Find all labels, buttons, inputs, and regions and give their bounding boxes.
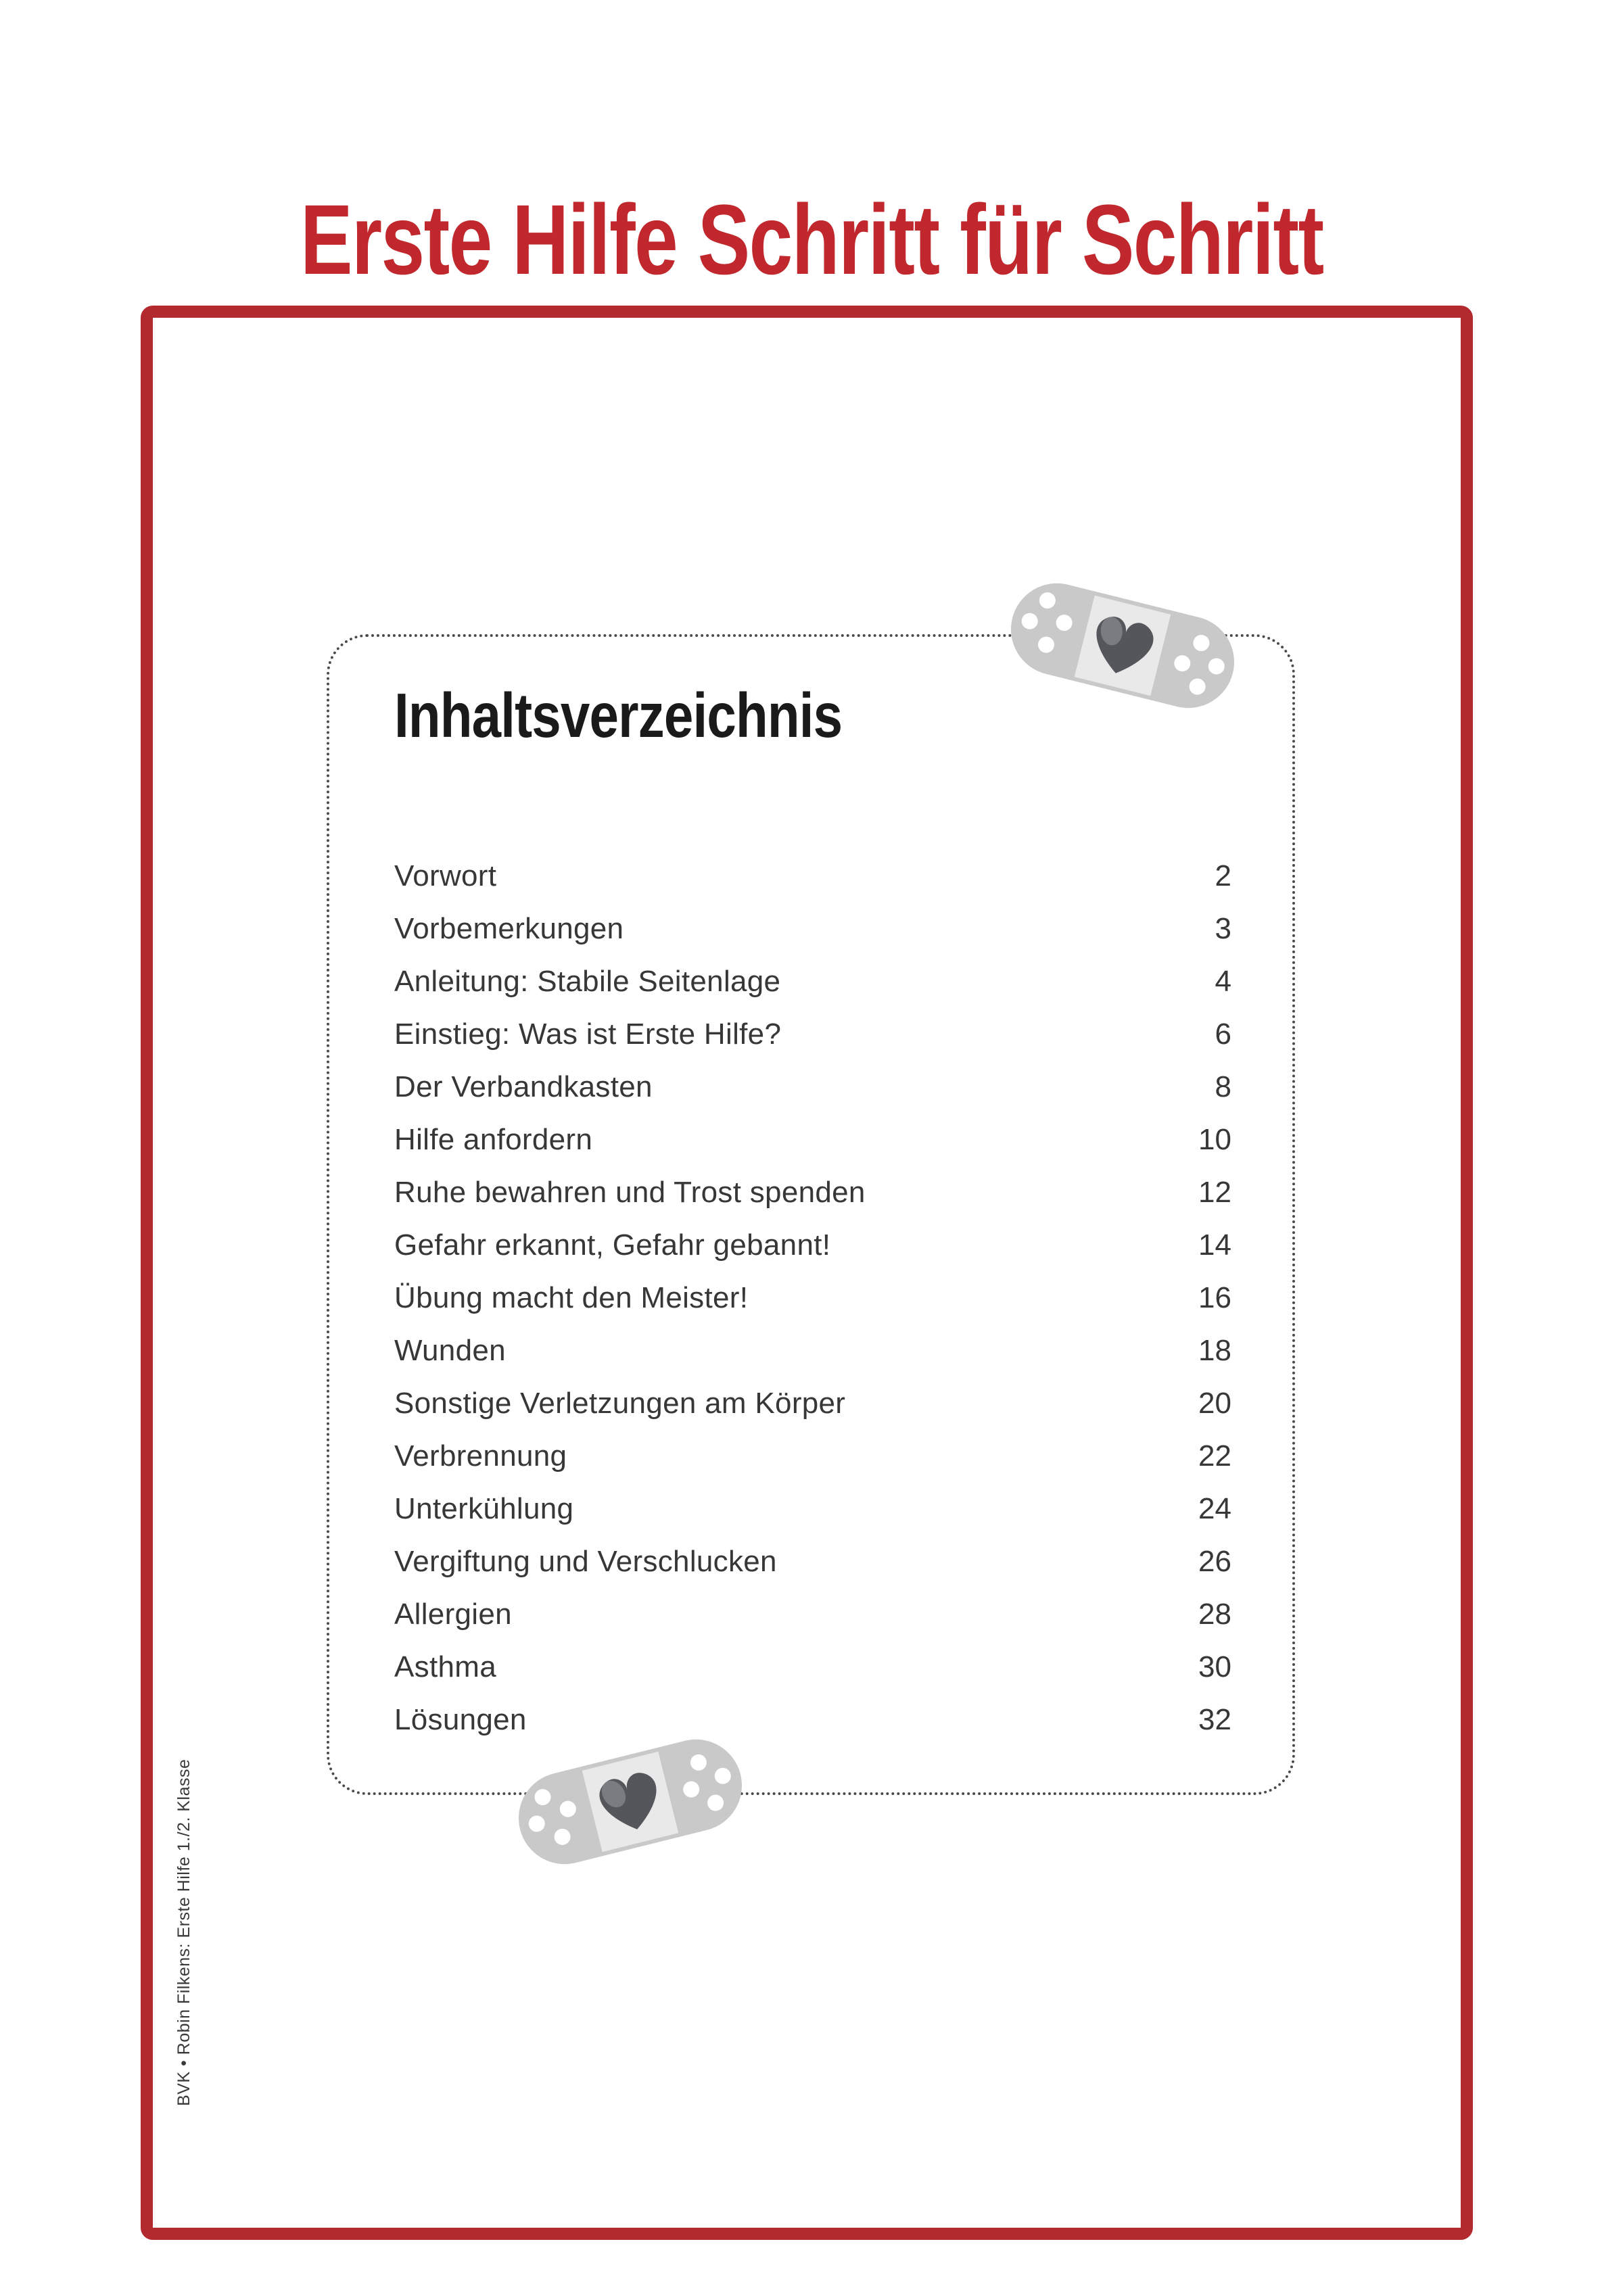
toc-entry-page: 12 (1198, 1176, 1231, 1209)
toc-entry-page: 16 (1198, 1281, 1231, 1314)
toc-entry-page: 2 (1215, 859, 1231, 892)
toc-heading-text: Inhaltsverzeichnis (394, 680, 843, 750)
toc-row (394, 1272, 1231, 1324)
toc-row (394, 1219, 1231, 1272)
toc-entry-label: Ruhe bewahren und Trost spenden (394, 1176, 866, 1209)
toc-row (394, 1114, 1231, 1166)
toc-entry-label: Unterkühlung (394, 1492, 574, 1525)
toc-entry-page: 4 (1215, 965, 1231, 998)
page-title-text: Erste Hilfe Schritt für Schritt (300, 185, 1323, 296)
credit-vertical-text: BVK • Robin Filkens: Erste Hilfe 1./2. Klasse (174, 1759, 193, 2106)
toc-entry-label: Sonstige Verletzungen am Körper (394, 1387, 846, 1420)
toc-entry-page: 30 (1198, 1650, 1231, 1683)
toc-row (394, 1588, 1231, 1641)
toc-row (394, 1483, 1231, 1535)
toc-list (394, 850, 1231, 1746)
toc-row (394, 903, 1231, 955)
toc-entry-label: Gefahr erkannt, Gefahr gebannt! (394, 1228, 831, 1262)
toc-entry-label: Vergiftung und Verschlucken (394, 1545, 777, 1578)
toc-entry-page: 22 (1198, 1439, 1231, 1473)
toc-row (394, 1008, 1231, 1061)
page-title (0, 185, 1623, 296)
toc-entry-label: Übung macht den Meister! (394, 1281, 749, 1314)
toc-entry-label: Verbrennung (394, 1439, 567, 1473)
toc-entry-label: Wunden (394, 1334, 506, 1367)
toc-row (394, 1377, 1231, 1430)
toc-entry-page: 14 (1198, 1228, 1231, 1262)
toc-entry-page: 6 (1215, 1018, 1231, 1051)
toc-entry-label: Hilfe anfordern (394, 1123, 593, 1156)
toc-entry-label: Vorbemerkungen (394, 912, 624, 945)
toc-entry-label: Lösungen (394, 1703, 527, 1736)
toc-entry-page: 20 (1198, 1387, 1231, 1420)
toc-entry-page: 10 (1198, 1123, 1231, 1156)
toc-row (394, 1694, 1231, 1746)
toc-row (394, 1641, 1231, 1694)
toc-entry-label: Asthma (394, 1650, 496, 1683)
toc-entry-label: Vorwort (394, 859, 497, 892)
toc-entry-page: 26 (1198, 1545, 1231, 1578)
toc-entry-page: 3 (1215, 912, 1231, 945)
toc-row (394, 1535, 1231, 1588)
toc-row (394, 850, 1231, 903)
toc-heading (394, 681, 927, 749)
toc-box (327, 634, 1295, 1795)
toc-entry-label: Der Verbandkasten (394, 1070, 653, 1103)
toc-entry-page: 24 (1198, 1492, 1231, 1525)
toc-entry-label: Einstieg: Was ist Erste Hilfe? (394, 1018, 782, 1051)
toc-entry-page: 32 (1198, 1703, 1231, 1736)
toc-entry-label: Anleitung: Stabile Seitenlage (394, 965, 781, 998)
toc-entry-page: 8 (1215, 1070, 1231, 1103)
toc-row (394, 1061, 1231, 1114)
red-frame (141, 306, 1473, 2240)
toc-row (394, 1430, 1231, 1483)
toc-row (394, 1166, 1231, 1219)
toc-entry-page: 28 (1198, 1598, 1231, 1631)
toc-entry-label: Allergien (394, 1598, 512, 1631)
toc-row (394, 1324, 1231, 1377)
toc-entry-page: 18 (1198, 1334, 1231, 1367)
toc-row (394, 955, 1231, 1008)
